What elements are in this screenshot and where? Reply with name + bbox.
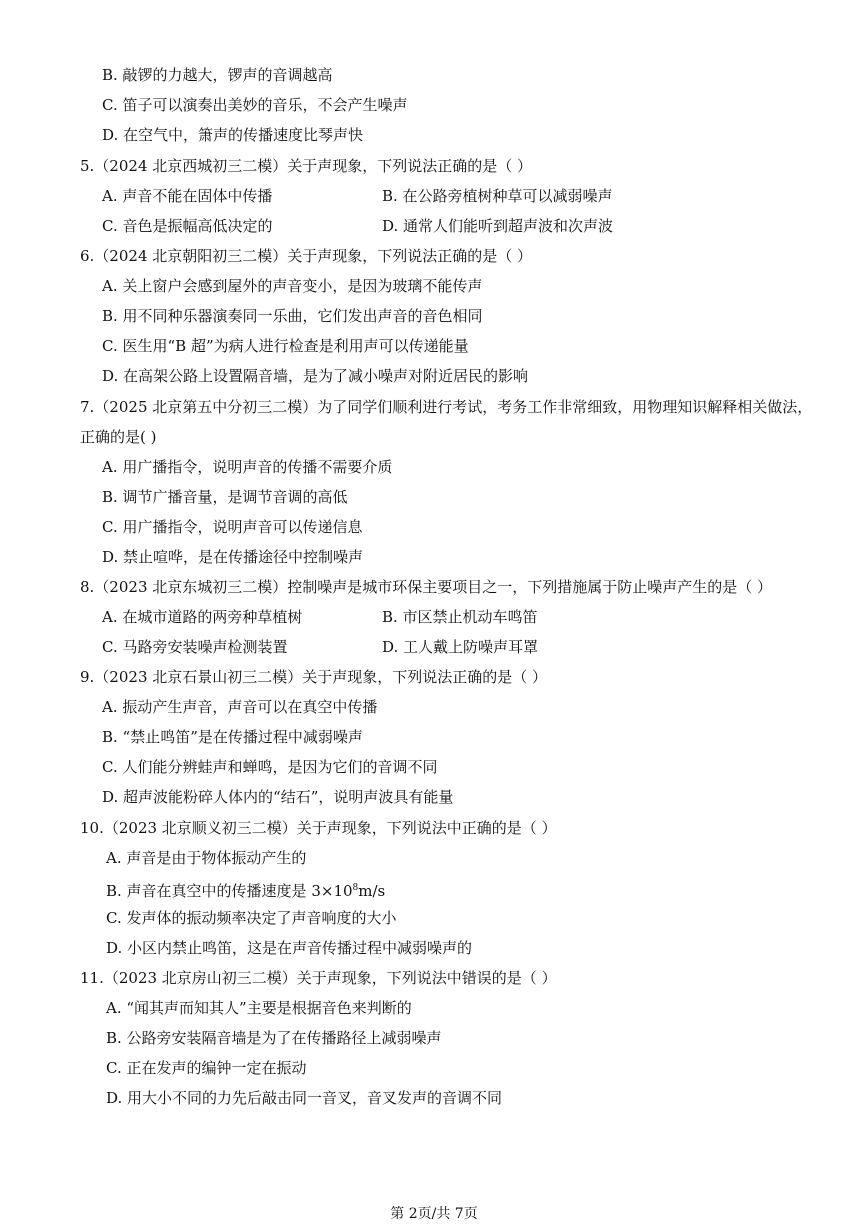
question-10-option-b <box>106 878 385 901</box>
question-9-option-d: D. 超声波能粉碎人体内的“结石”，说明声波具有能量 <box>102 788 454 806</box>
question-6-stem: 6.（2024 北京朝阳初三二模）关于声现象，下列说法正确的是（ ） <box>80 247 533 265</box>
question-7-stem-cont: 正确的是( ) <box>80 428 157 446</box>
question-11-option-b: B. 公路旁安装隔音墙是为了在传播路径上减弱噪声 <box>106 1029 442 1047</box>
question-7-option-d: D. 禁止喧哗，是在传播途径中控制噪声 <box>102 548 364 566</box>
question-11-stem: 11.（2023 北京房山初三二模）关于声现象，下列说法中错误的是（ ） <box>80 969 557 987</box>
question-5-option-a: A. 声音不能在固体中传播 <box>102 187 273 205</box>
top-option-c: C. 笛子可以演奏出美妙的音乐，不会产生噪声 <box>102 96 408 114</box>
question-8-option-c: C. 马路旁安装噪声检测装置 <box>102 638 288 656</box>
question-8-option-a: A. 在城市道路的两旁种草植树 <box>102 608 303 626</box>
question-10-option-d: D. 小区内禁止鸣笛，这是在声音传播过程中减弱噪声的 <box>106 939 473 957</box>
question-5-option-c: C. 音色是振幅高低决定的 <box>102 217 273 235</box>
question-10-stem: 10.（2023 北京顺义初三二模）关于声现象，下列说法中正确的是（ ） <box>80 819 557 837</box>
question-9-option-a: A. 振动产生声音，声音可以在真空中传播 <box>102 698 378 716</box>
top-option-d: D. 在空气中，箫声的传播速度比琴声快 <box>102 126 364 144</box>
question-7-stem: 7.（2025 北京第五中分初三二模）为了同学们顺利进行考试，考务工作非常细致，用物理知识解释相关做法， <box>80 398 813 416</box>
question-8-stem: 8.（2023 北京东城初三二模）控制噪声是城市环保主要项目之一，下列措施属于防止噪声产生的是（ ） <box>80 578 773 596</box>
question-6-option-b: B. 用不同种乐器演奏同一乐曲，它们发出声音的音色相同 <box>102 307 483 325</box>
question-5-option-d: D. 通常人们能听到超声波和次声波 <box>382 217 614 235</box>
question-6-option-c: C. 医生用“B 超”为病人进行检查是利用声可以传递能量 <box>102 337 469 355</box>
question-8-option-b: B. 市区禁止机动车鸣笛 <box>382 608 538 626</box>
question-5-option-b: B. 在公路旁植树种草可以减弱噪声 <box>382 187 613 205</box>
top-option-b: B. 敲锣的力越大，锣声的音调越高 <box>102 66 333 84</box>
question-5-stem: 5.（2024 北京西城初三二模）关于声现象，下列说法正确的是（ ） <box>80 157 533 175</box>
question-11-option-c: C. 正在发声的编钟一定在振动 <box>106 1059 307 1077</box>
question-6-option-d: D. 在高架公路上设置隔音墙，是为了减小噪声对附近居民的影响 <box>102 367 529 385</box>
question-7-option-c: C. 用广播指令，说明声音可以传递信息 <box>102 518 363 536</box>
question-7-option-b: B. 调节广播音量，是调节音调的高低 <box>102 488 348 506</box>
question-9-option-b: B. “禁止鸣笛”是在传播过程中减弱噪声 <box>102 728 363 746</box>
question-8-option-d: D. 工人戴上防噪声耳罩 <box>382 638 539 656</box>
question-7-option-a: A. 用广播指令，说明声音的传播不需要介质 <box>102 458 393 476</box>
page-footer: 第 2页/共 7页 <box>390 1206 478 1222</box>
question-10-option-b-text: B. 声音在真空中的传播速度是 3×10 <box>106 882 353 900</box>
question-9-option-c: C. 人们能分辨蛙声和蝉鸣，是因为它们的音调不同 <box>102 758 438 776</box>
unit: m/s <box>358 882 386 900</box>
question-6-option-a: A. 关上窗户会感到屋外的声音变小，是因为玻璃不能传声 <box>102 277 483 295</box>
question-11-option-d: D. 用大小不同的力先后敲击同一音叉，音叉发声的音调不同 <box>106 1089 503 1107</box>
question-9-stem: 9.（2023 北京石景山初三二模）关于声现象，下列说法正确的是（ ） <box>80 668 548 686</box>
question-11-option-a: A. “闻其声而知其人”主要是根据音色来判断的 <box>106 999 412 1017</box>
question-10-option-a: A. 声音是由于物体振动产生的 <box>106 849 307 867</box>
question-10-option-c: C. 发声体的振动频率决定了声音响度的大小 <box>106 909 397 927</box>
exponent: 8 <box>352 883 359 893</box>
